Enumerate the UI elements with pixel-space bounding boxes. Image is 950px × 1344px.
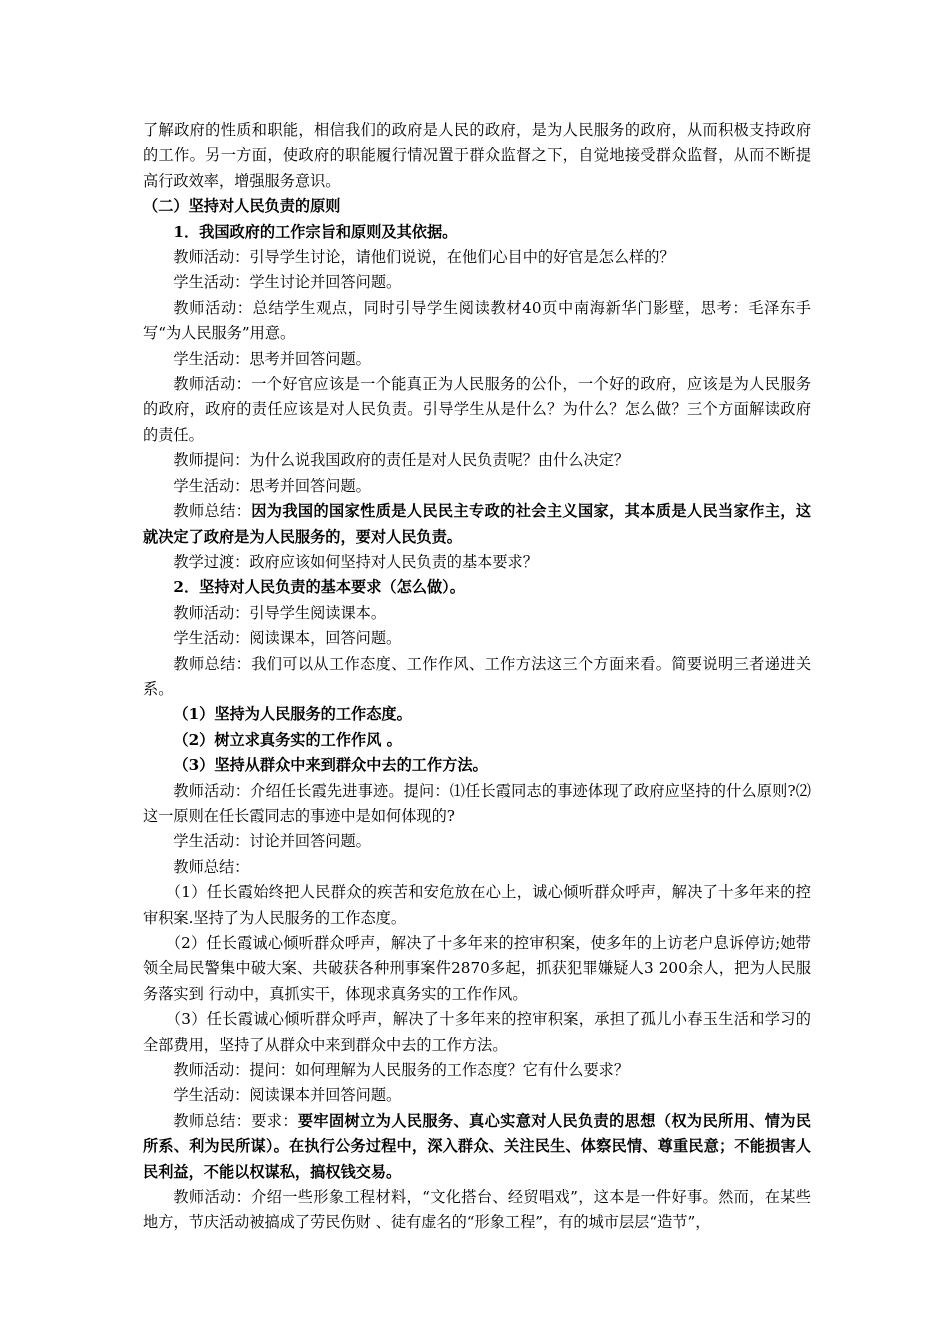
list-item: （2）树立求真务实的工作作风 。 xyxy=(173,730,402,749)
paragraph: （2）任长霞诚心倾听群众呼声，解决了十多年来的控审积案，使多年的上访老户息诉停访;她带领全局民警集中破大案、共破获各种刑事案件2870多起，抓获犯罪嫌疑人3 200余人，把为人民服务落实到 行动中，真抓实干，体现求真务实的工作作风。 xyxy=(143,934,811,1003)
document-page xyxy=(143,118,811,1236)
paragraph: 学生活动：阅读课本并回答问题。 xyxy=(173,1086,402,1105)
subsection-heading: 2．坚持对人民负责的基本要求（怎么做）。 xyxy=(173,578,465,597)
paragraph: 教师活动：介绍任长霞先进事迹。提问：⑴任长霞同志的事迹体现了政府应坚持的什么原则?⑵这一原则在任长霞同志的事迹中是如何体现的? xyxy=(143,781,811,825)
paragraph: （3）任长霞诚心倾听群众呼声，解决了十多年来的控审积案，承担了孤儿小春玉生活和学习的全部费用，坚持了从群众中来到群众中去的工作方法。 xyxy=(143,1010,811,1054)
paragraph: 学生活动：讨论并回答问题。 xyxy=(173,832,371,851)
paragraph: 教师活动：介绍一些形象工程材料，“文化搭台、经贸唱戏”，这本是一件好事。然而，在某些地方，节庆活动被搞成了劳民伤财 、徒有虚名的“形象工程”，有的城市层层“造节”， xyxy=(143,1188,811,1232)
paragraph-prefix: 教师总结：要求： xyxy=(173,1111,298,1130)
paragraph: 教师活动：引导学生讨论，请他们说说，在他们心目中的好官是怎么样的？ xyxy=(173,248,675,267)
list-item: （1）坚持为人民服务的工作态度。 xyxy=(173,705,412,724)
paragraph-emphasis: 因为我国的国家性质是人民民主专政的社会主义国家，其本质是人民当家作主，这就决定了政府是为人民服务的，要对人民负责。 xyxy=(143,502,812,546)
paragraph: 教师总结： xyxy=(173,857,250,876)
list-item: （3）坚持从群众中来到群众中去的工作方法。 xyxy=(173,756,488,775)
paragraph xyxy=(143,1109,811,1185)
subsection-heading: 1．我国政府的工作宗旨和原则及其依据。 xyxy=(173,222,458,241)
paragraph: 教师活动：总结学生观点，同时引导学生阅读教材40页中南海新华门影壁，思考：毛泽东手写“为人民服务”用意。 xyxy=(143,298,811,343)
paragraph: 教师总结：我们可以从工作态度、工作作风、工作方法这三个方面来看。简要说明三者递进关系。 xyxy=(143,654,811,698)
paragraph: 教学过渡：政府应该如何坚持对人民负责的基本要求？ xyxy=(173,552,538,571)
paragraph: 教师提问：为什么说我国政府的责任是对人民负责呢？由什么决定？ xyxy=(173,451,630,470)
paragraph: 教师活动：提问：如何理解为人民服务的工作态度？它有什么要求？ xyxy=(173,1061,630,1080)
paragraph-emphasis: 要牢固树立为人民服务、真心实意对人民负责的思想（权为民所用、情为民所系、利为民所谋）。在执行公务过程中，深入群众、关注民生、体察民情、尊重民意；不能损害人民利益，不能以权谋私，搞权钱交易。 xyxy=(143,1111,811,1181)
paragraph xyxy=(143,499,811,550)
section-heading: （二）坚持对人民负责的原则 xyxy=(143,197,341,216)
paragraph: 学生活动：思考并回答问题。 xyxy=(173,476,371,495)
paragraph: （1）任长霞始终把人民群众的疾苦和安危放在心上，诚心倾听群众呼声，解决了十多年来的控审积案.坚持了为人民服务的工作态度。 xyxy=(143,883,811,927)
paragraph-prefix: 教师总结： xyxy=(173,502,252,521)
paragraph: 教师活动：一个好官应该是一个能真正为人民服务的公仆，一个好的政府，应该是为人民服务的政府，政府的责任应该是对人民负责。引导学生从是什么？为什么？怎么做？三个方面解读政府的责任。 xyxy=(143,375,811,444)
paragraph: 学生活动：阅读课本，回答问题。 xyxy=(173,629,402,648)
paragraph: 学生活动：思考并回答问题。 xyxy=(173,349,371,368)
paragraph: 学生活动：学生讨论并回答问题。 xyxy=(173,273,402,292)
paragraph: 教师活动：引导学生阅读课本。 xyxy=(173,603,387,622)
paragraph: 了解政府的性质和职能，相信我们的政府是人民的政府，是为人民服务的政府，从而积极支持政府的工作。另一方面，使政府的职能履行情况置于群众监督之下，自觉地接受群众监督，从而不断提高行政效率，增强服务意识。 xyxy=(143,121,811,190)
